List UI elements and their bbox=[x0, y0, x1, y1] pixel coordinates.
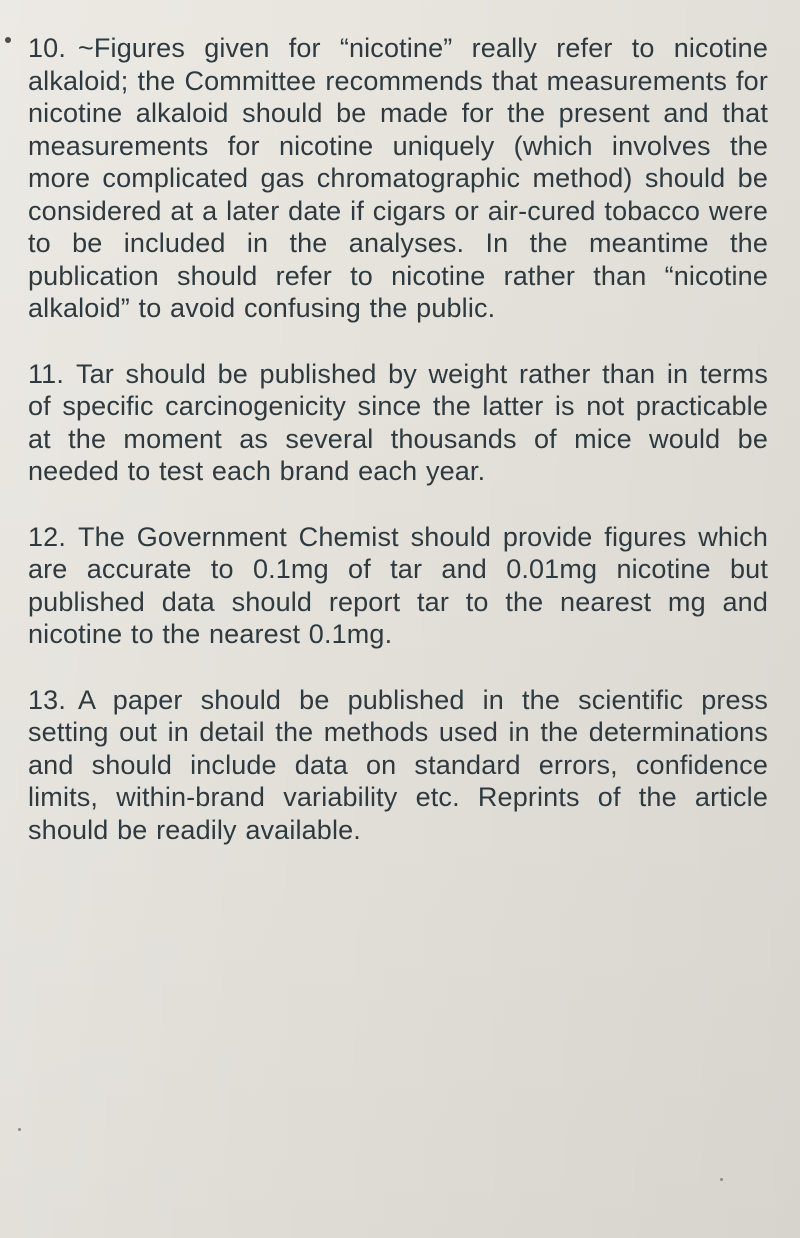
paragraph-text: ~Figures given for “nicotine” really refer to nicotine alkaloid; the Committee recommends that measurements for nicotine alkaloid should be made for the present and that measurements for nicotine uniquely (which involves the more complicated gas chromatographic method) should be considered at a later date if cigars or air-cured tobacco were to be included in the analyses. In the meantime the publication should refer to nicotine rather than “nicotine alkaloid” to avoid confusing the public. bbox=[28, 33, 768, 323]
paragraph-number: 12. bbox=[28, 521, 66, 552]
paragraph-text: Tar should be published by weight rather than in terms of specific carcinogenicity since the latter is not practicable at the moment as several thousands of mice would be needed to test each brand each year. bbox=[28, 358, 768, 486]
paragraph-number: 13. bbox=[28, 684, 66, 715]
paragraph-10 bbox=[28, 32, 768, 325]
paragraph-number: 10. bbox=[28, 33, 66, 63]
paragraph-number: 11. bbox=[28, 358, 64, 389]
paragraph-text: A paper should be published in the scientific press setting out in detail the methods used in the determinations and should include data on standard errors, confidence limits, within-brand variability etc. Reprints of the article should be readily available. bbox=[28, 684, 768, 845]
scan-speck bbox=[720, 1178, 723, 1181]
paragraph-11 bbox=[28, 358, 768, 488]
document-body bbox=[28, 32, 768, 879]
paragraph-12 bbox=[28, 521, 768, 651]
scan-speck bbox=[18, 1128, 21, 1131]
paragraph-text: The Government Chemist should provide figures which are accurate to 0.1mg of tar and 0.01mg nicotine but published data should report tar to the nearest mg and nicotine to the nearest 0.1mg. bbox=[28, 521, 768, 649]
scan-speck bbox=[5, 37, 11, 43]
paragraph-13 bbox=[28, 684, 768, 847]
